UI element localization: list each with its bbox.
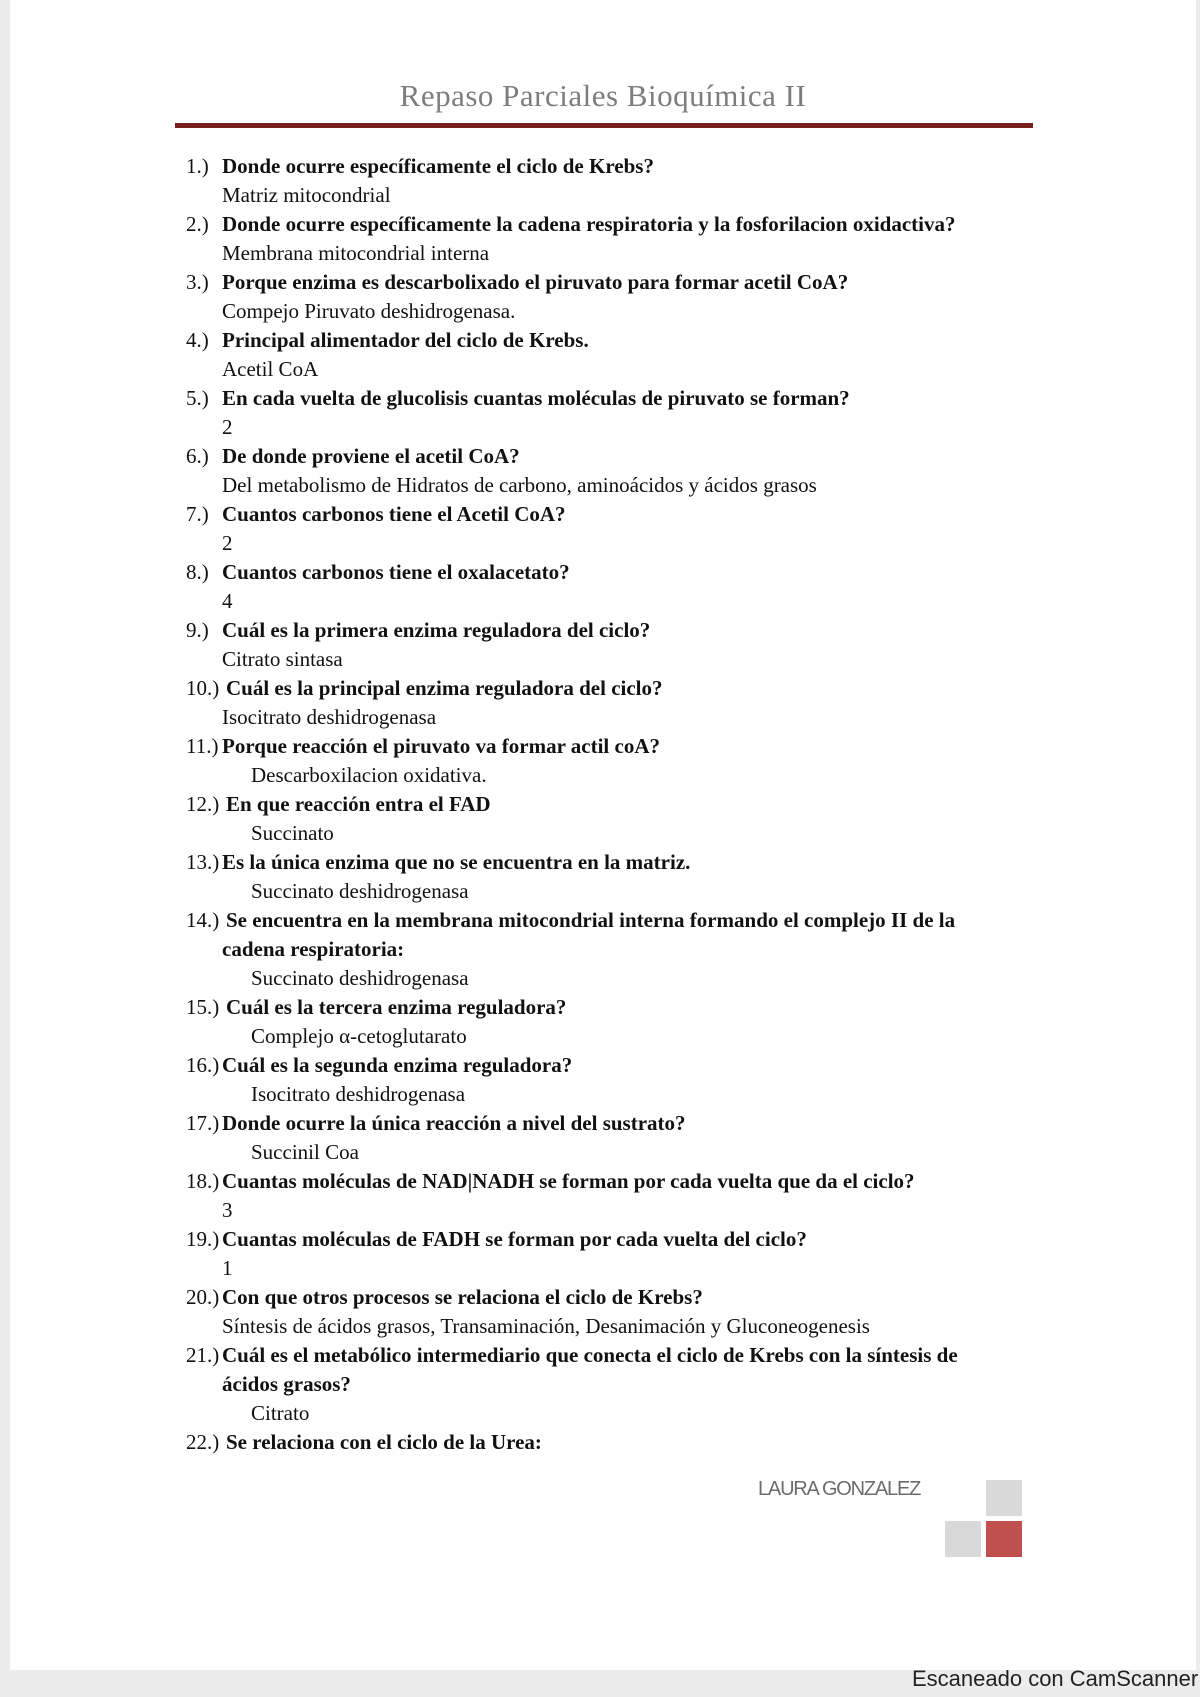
- question-line: [186, 732, 1006, 761]
- decorative-square-gray: [986, 1480, 1022, 1516]
- question-line: [186, 906, 1006, 935]
- question-text: Cuantos carbonos tiene el Acetil CoA?: [222, 502, 566, 526]
- question-text: Con que otros procesos se relaciona el ciclo de Krebs?: [222, 1285, 703, 1309]
- question-line: [186, 558, 1006, 587]
- author-name: LAURA GONZALEZ: [758, 1478, 921, 1500]
- question-line: [186, 1283, 1006, 1312]
- question-number: 22.): [186, 1430, 220, 1454]
- answer-text: 2: [222, 531, 233, 555]
- question-text: Cuál es el metabólico intermediario que conecta el ciclo de Krebs con la síntesis de: [222, 1343, 958, 1367]
- question-number: 10.): [186, 676, 220, 700]
- title-divider: [175, 123, 1033, 128]
- decorative-square-gray: [945, 1521, 981, 1557]
- question-text: Es la única enzima que no se encuentra en la matriz.: [222, 850, 691, 874]
- question-text: Porque enzima es descarbolixado el piruvato para formar acetil CoA?: [222, 270, 849, 294]
- question-line: [186, 616, 1006, 645]
- question-line: [186, 268, 1006, 297]
- question-text: En que reacción entra el FAD: [226, 792, 491, 816]
- question-text: Cuál es la principal enzima reguladora del ciclo?: [226, 676, 663, 700]
- question-text: Cuantas moléculas de NAD|NADH se forman por cada vuelta que da el ciclo?: [222, 1169, 915, 1193]
- question-text: Donde ocurre específicamente el ciclo de Krebs?: [222, 154, 654, 178]
- question-text: De donde proviene el acetil CoA?: [222, 444, 520, 468]
- answer-text: Síntesis de ácidos grasos, Transaminación, Desanimación y Gluconeogenesis: [222, 1314, 870, 1338]
- answer-text: Complejo α-cetoglutarato: [251, 1024, 467, 1048]
- question-line: [186, 1428, 1006, 1457]
- document-page: [10, 0, 1196, 1670]
- question-number: 12.): [186, 792, 220, 816]
- answer-text: 1: [222, 1256, 233, 1280]
- question-text: Principal alimentador del ciclo de Krebs.: [222, 328, 589, 352]
- question-line: [186, 1109, 1006, 1138]
- answer-text: Membrana mitocondrial interna: [222, 241, 490, 265]
- question-text: Cuál es la tercera enzima reguladora?: [226, 995, 567, 1019]
- question-text: En cada vuelta de glucolisis cuantas moléculas de piruvato se forman?: [222, 386, 850, 410]
- question-number: 6.): [186, 444, 209, 468]
- answer-text: Citrato: [251, 1401, 310, 1425]
- question-line: [186, 442, 1006, 471]
- question-number: 8.): [186, 560, 209, 584]
- question-text: Cuál es la segunda enzima reguladora?: [222, 1053, 573, 1077]
- answer-text: 2: [222, 415, 233, 439]
- question-number: 1.): [186, 154, 209, 178]
- question-line: [186, 210, 1006, 239]
- question-line: [186, 1225, 1006, 1254]
- answer-text: Compejo Piruvato deshidrogenasa.: [222, 299, 516, 323]
- question-list: [186, 152, 1006, 1457]
- question-line: [186, 152, 1006, 181]
- question-text: Se relaciona con el ciclo de la Urea:: [226, 1430, 542, 1454]
- answer-text: Succinil Coa: [251, 1140, 359, 1164]
- question-line: [186, 848, 1006, 877]
- page-title: Repaso Parciales Bioquímica II: [399, 78, 807, 113]
- question-text: Se encuentra en la membrana mitocondrial interna formando el complejo II de la: [226, 908, 956, 932]
- question-number: 3.): [186, 270, 209, 294]
- question-number: 19.): [186, 1227, 220, 1251]
- question-text: Cuantas moléculas de FADH se forman por cada vuelta del ciclo?: [222, 1227, 807, 1251]
- question-number: 11.): [186, 734, 219, 758]
- answer-text: Succinato deshidrogenasa: [251, 879, 469, 903]
- answer-text: Matriz mitocondrial: [222, 183, 391, 207]
- question-number: 2.): [186, 212, 209, 236]
- scanner-watermark: Escaneado con CamScanner: [912, 1666, 1199, 1691]
- question-number: 14.): [186, 908, 220, 932]
- question-number: 13.): [186, 850, 220, 874]
- question-text: Cuál es la primera enzima reguladora del ciclo?: [222, 618, 651, 642]
- question-number: 9.): [186, 618, 209, 642]
- question-line: [186, 500, 1006, 529]
- question-number: 21.): [186, 1343, 220, 1367]
- decorative-square-red: [986, 1521, 1022, 1557]
- answer-text: Acetil CoA: [222, 357, 319, 381]
- question-text: Donde ocurre específicamente la cadena respiratoria y la fosforilacion oxidactiva?: [222, 212, 956, 236]
- question-number: 7.): [186, 502, 209, 526]
- question-text: Porque reacción el piruvato va formar actil coA?: [222, 734, 660, 758]
- answer-text: 3: [222, 1198, 233, 1222]
- answer-text: Descarboxilacion oxidativa.: [251, 763, 487, 787]
- question-text-continued: cadena respiratoria:: [222, 937, 405, 961]
- question-text: Donde ocurre la única reacción a nivel del sustrato?: [222, 1111, 686, 1135]
- question-number: 20.): [186, 1285, 220, 1309]
- question-line: [186, 326, 1006, 355]
- question-line: [186, 1051, 1006, 1080]
- question-number: 17.): [186, 1111, 220, 1135]
- question-line: [186, 790, 1006, 819]
- answer-text: Isocitrato deshidrogenasa: [222, 705, 437, 729]
- answer-text: 4: [222, 589, 233, 613]
- question-line: [186, 384, 1006, 413]
- question-line: [186, 1341, 1006, 1370]
- question-line: [186, 1167, 1006, 1196]
- answer-text: Citrato sintasa: [222, 647, 343, 671]
- question-number: 4.): [186, 328, 209, 352]
- answer-text: Succinato: [251, 821, 334, 845]
- question-number: 5.): [186, 386, 209, 410]
- question-line: [186, 993, 1006, 1022]
- answer-text: Succinato deshidrogenasa: [251, 966, 469, 990]
- question-number: 18.): [186, 1169, 220, 1193]
- question-number: 15.): [186, 995, 220, 1019]
- answer-text: Isocitrato deshidrogenasa: [251, 1082, 466, 1106]
- answer-text: Del metabolismo de Hidratos de carbono, aminoácidos y ácidos grasos: [222, 473, 817, 497]
- question-line: [186, 674, 1006, 703]
- question-text-continued: ácidos grasos?: [222, 1372, 351, 1396]
- question-number: 16.): [186, 1053, 220, 1077]
- question-text: Cuantos carbonos tiene el oxalacetato?: [222, 560, 570, 584]
